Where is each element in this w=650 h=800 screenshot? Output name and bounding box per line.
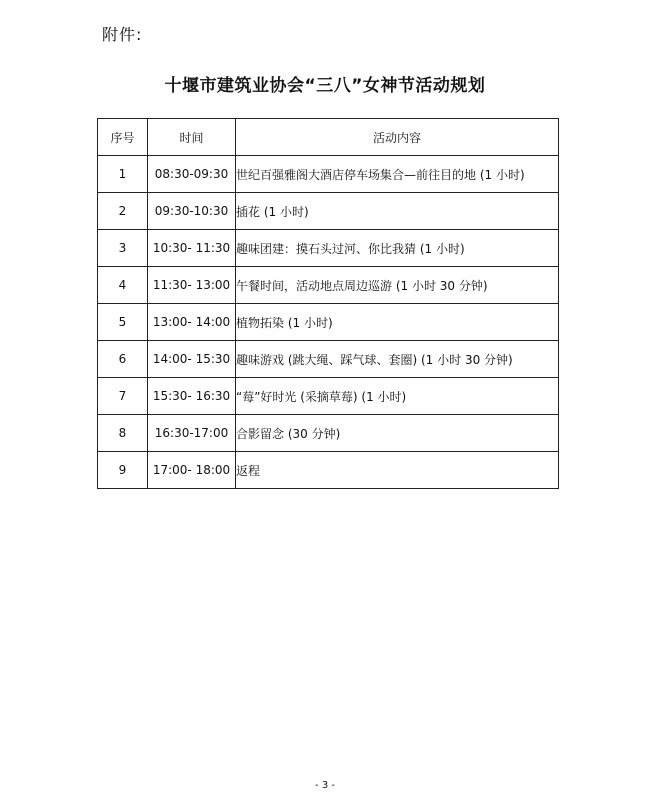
row-time: 09:30-10:30	[148, 193, 236, 230]
header-time: 时间	[148, 119, 236, 156]
row-activity: “莓”好时光 (采摘草莓) (1 小时)	[236, 378, 559, 415]
attachment-label: 附件:	[102, 25, 143, 44]
table-row	[98, 452, 559, 489]
page-number: - 3 -	[315, 780, 335, 791]
table-row	[98, 193, 559, 230]
row-activity: 午餐时间，活动地点周边巡游 (1 小时 30 分钟)	[236, 267, 559, 304]
row-time: 16:30-17:00	[148, 415, 236, 452]
row-activity: 趣味团建：摸石头过河、你比我猜 (1 小时)	[236, 230, 559, 267]
row-index: 7	[98, 378, 148, 415]
header-index: 序号	[98, 119, 148, 156]
table-row	[98, 378, 559, 415]
table-row	[98, 156, 559, 193]
header-activity: 活动内容	[236, 119, 559, 156]
row-index: 4	[98, 267, 148, 304]
row-activity: 插花 (1 小时)	[236, 193, 559, 230]
row-index: 2	[98, 193, 148, 230]
row-index: 5	[98, 304, 148, 341]
row-activity: 植物拓染 (1 小时)	[236, 304, 559, 341]
row-time: 10:30- 11:30	[148, 230, 236, 267]
table-header	[98, 119, 559, 156]
row-time: 13:00- 14:00	[148, 304, 236, 341]
row-index: 9	[98, 452, 148, 489]
row-activity: 合影留念 (30 分钟)	[236, 415, 559, 452]
row-time: 08:30-09:30	[148, 156, 236, 193]
row-index: 8	[98, 415, 148, 452]
row-index: 1	[98, 156, 148, 193]
row-index: 3	[98, 230, 148, 267]
table-row	[98, 415, 559, 452]
row-activity: 趣味游戏 (跳大绳、踩气球、套圈) (1 小时 30 分钟)	[236, 341, 559, 378]
table-row	[98, 341, 559, 378]
row-time: 17:00- 18:00	[148, 452, 236, 489]
row-time: 15:30- 16:30	[148, 378, 236, 415]
row-time: 11:30- 13:00	[148, 267, 236, 304]
table-row	[98, 304, 559, 341]
row-activity: 世纪百强雅阁大酒店停车场集合—前往目的地 (1 小时)	[236, 156, 559, 193]
row-activity: 返程	[236, 452, 559, 489]
document-title: 十堰市建筑业协会“三八”女神节活动规划	[164, 76, 486, 96]
row-time: 14:00- 15:30	[148, 341, 236, 378]
table-body	[98, 156, 559, 489]
table-row	[98, 267, 559, 304]
row-index: 6	[98, 341, 148, 378]
activity-schedule-table	[97, 118, 559, 489]
table-row	[98, 230, 559, 267]
header-row	[98, 119, 559, 156]
